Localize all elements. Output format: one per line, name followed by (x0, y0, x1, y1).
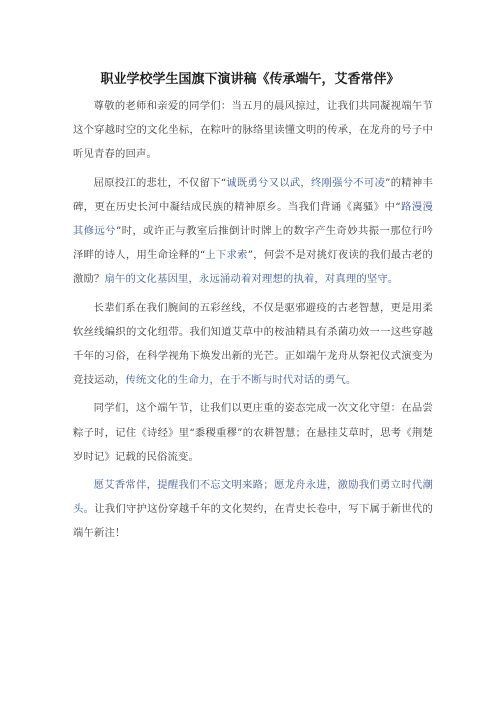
paragraph-text: 同学们，这个端午节，让我们以更庄重的姿态完成一次文化守望：在品尝粽子时，记住《诗经》里“黍稷重穋”的农耕智慧；在悬挂艾草时，思考《荆楚岁时记》记载的民俗流变。 (73, 402, 433, 463)
paragraph-greeting (73, 94, 433, 167)
highlighted-sentence: 愿艾香常伴，提醒我们不忘文明来路；愿龙舟永进，激励我们勇立时代潮头。 (73, 479, 433, 516)
paragraph-text: 屈原投江的悲壮，不仅留下“ (93, 176, 227, 189)
paragraph-text: ”，何尝不是对挑灯夜读的我们最古老的激励？ (73, 249, 433, 286)
highlighted-sentence: 传统文化的生命力，在于不断与时代对话的勇气。 (125, 374, 357, 387)
highlighted-sentence: 扇午的文化基因里，永远涌动着对理想的执着，对真理的坚守。 (104, 273, 399, 286)
highlighted-quote: 诚既勇兮又以武，终刚强兮不可凌 (226, 176, 386, 189)
paragraph-text: ”的精神丰碑，更在历史长河中凝结成民族的精神原乡。当我们背诵《离骚》中“ (73, 176, 433, 213)
paragraph-closing (73, 473, 433, 546)
paragraph-text: 尊敬的老师和亲爱的同学们：当五月的晨风掠过，让我们共同凝视端午节这个穿越时空的文化坐标，在粽叶的脉络里读懂文明的传承，在龙舟的号子中听见青春的回声。 (73, 100, 433, 161)
highlighted-quote: 路漫漫其修远兮 (73, 200, 433, 238)
paragraph-text: 长辈们系在我们腕间的五彩丝线，不仅是驱邪避疫的古老智慧，更是用柔软丝线编织的文化纽带。我们知道艾草中的桉油精具有杀菌功效一一这些穿越千年的习俗，在科学视角下焕发出新的光芒。正如端午龙舟从祭祀仪式演变为竞技运动， (73, 301, 433, 387)
paragraph-quyuan (73, 171, 433, 292)
paragraph-text: ”时，或许正与教室后推倒计时牌上的数字产生奇妙共振一那位行吟泽畔的诗人，用生命诠释的“ (73, 225, 433, 262)
paragraph-call (73, 396, 433, 469)
speech-body (73, 94, 433, 550)
highlighted-quote: 上下求索 (205, 249, 248, 262)
paragraph-text: 让我们守护这份穿越千年的文化契约，在青史长卷中，写下属于新世代的端午新注！ (73, 503, 433, 540)
page-title: 职业学校学生国旗下演讲稿《传承端午，艾香常伴》 (100, 72, 400, 87)
paragraph-customs (73, 296, 433, 393)
